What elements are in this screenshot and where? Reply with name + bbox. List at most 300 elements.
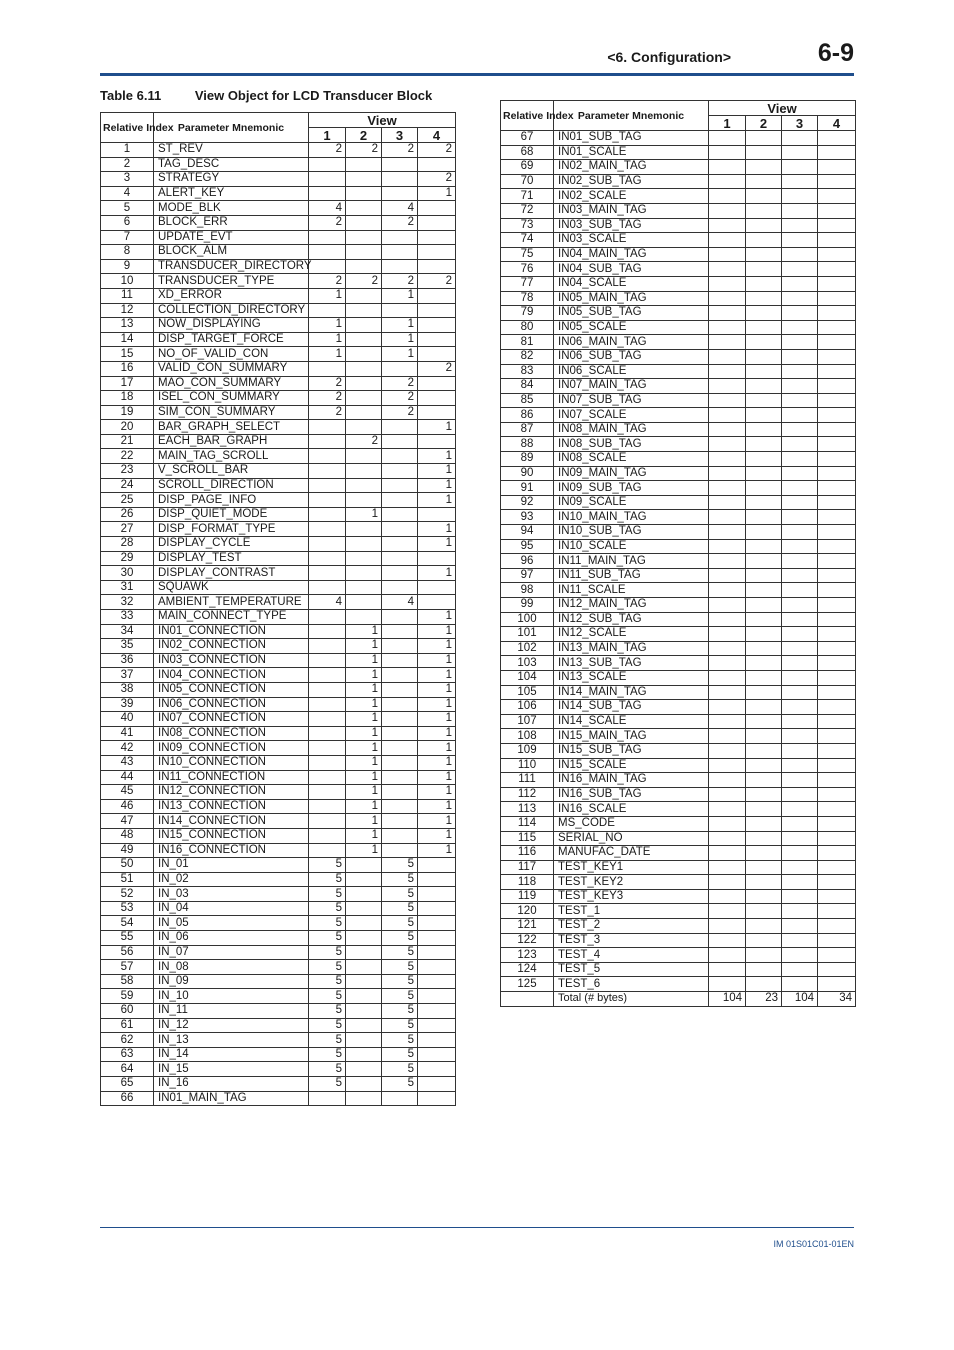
document-id: IM 01S01C01-01EN (773, 1239, 854, 1249)
view-2-cell: 1 (346, 770, 382, 785)
view-2-cell (746, 598, 782, 613)
view-4-cell (818, 306, 856, 321)
view-4-cell (818, 437, 856, 452)
view-1-cell (709, 598, 746, 613)
relative-index-cell: 21 (101, 434, 154, 449)
mnemonic-cell: ISEL_CON_SUMMARY (154, 391, 309, 406)
view-2-cell (346, 420, 382, 435)
table-row (501, 306, 856, 321)
view-3-cell: 2 (382, 376, 418, 391)
table-row (101, 901, 456, 916)
view-2-cell (746, 393, 782, 408)
mnemonic-cell: ALERT_KEY (154, 186, 309, 201)
mnemonic-cell: IN_14 (154, 1047, 309, 1062)
table-row (501, 948, 856, 963)
view-1-cell (709, 583, 746, 598)
view-2-cell (346, 288, 382, 303)
relative-index-cell: 72 (501, 203, 554, 218)
view-4-cell (418, 288, 456, 303)
view-4-cell (418, 974, 456, 989)
view-1-cell (709, 160, 746, 175)
view-2-cell: 2 (346, 274, 382, 289)
view-3-cell: 5 (382, 989, 418, 1004)
view-1-cell (709, 189, 746, 204)
view-4-cell (818, 452, 856, 467)
view-3-cell: 5 (382, 1062, 418, 1077)
view-1-cell (709, 335, 746, 350)
view-4-cell (418, 1033, 456, 1048)
view-4-cell (818, 364, 856, 379)
header-view-2: 2 (746, 116, 782, 131)
mnemonic-cell: DISP_TARGET_FORCE (154, 332, 309, 347)
view-3-cell (782, 773, 818, 788)
view-4-cell (818, 568, 856, 583)
view-3-cell (782, 174, 818, 189)
view-2-cell (346, 157, 382, 172)
table-row (501, 670, 856, 685)
view-3-cell (782, 452, 818, 467)
relative-index-cell: 49 (101, 843, 154, 858)
view-2-cell (746, 510, 782, 525)
table-row (101, 332, 456, 347)
relative-index-cell: 42 (101, 741, 154, 756)
table-row (101, 697, 456, 712)
view-3-cell (382, 712, 418, 727)
view-1-cell: 5 (309, 872, 346, 887)
view-3-cell (782, 729, 818, 744)
view-4-cell: 1 (418, 449, 456, 464)
relative-index-cell: 5 (101, 201, 154, 216)
view-4-cell: 2 (418, 172, 456, 187)
mnemonic-cell: BAR_GRAPH_SELECT (154, 420, 309, 435)
view-4-cell (418, 580, 456, 595)
view-3-cell: 5 (382, 1018, 418, 1033)
relative-index-cell: 125 (501, 977, 554, 992)
relative-index-cell: 102 (501, 641, 554, 656)
relative-index-cell: 117 (501, 860, 554, 875)
view-3-cell (782, 904, 818, 919)
view-1-cell (709, 962, 746, 977)
view-1-cell (309, 697, 346, 712)
view-4-cell (418, 1062, 456, 1077)
view-1-cell (709, 977, 746, 992)
view-4-cell (418, 1018, 456, 1033)
view-4-cell (818, 276, 856, 291)
view-1-cell: 5 (309, 974, 346, 989)
view-4-cell (418, 303, 456, 318)
view-1-cell (309, 610, 346, 625)
view-3-cell (382, 610, 418, 625)
total-index-cell (501, 992, 554, 1007)
mnemonic-cell: IN09_SCALE (554, 495, 709, 510)
relative-index-cell: 116 (501, 846, 554, 861)
view-3-cell (382, 507, 418, 522)
table-row (501, 525, 856, 540)
view-2-cell (346, 887, 382, 902)
relative-index-cell: 95 (501, 539, 554, 554)
relative-index-cell: 47 (101, 814, 154, 829)
relative-index-cell: 35 (101, 639, 154, 654)
table-row (101, 259, 456, 274)
view-2-cell (746, 189, 782, 204)
view-1-cell (309, 478, 346, 493)
view-2-cell: 1 (346, 653, 382, 668)
view-3-cell (782, 247, 818, 262)
relative-index-cell: 71 (501, 189, 554, 204)
view-3-cell (782, 802, 818, 817)
view-2-cell (346, 493, 382, 508)
view-1-cell (309, 785, 346, 800)
view-3-cell (782, 379, 818, 394)
mnemonic-cell: IN11_SCALE (554, 583, 709, 598)
view-3-cell (782, 189, 818, 204)
mnemonic-cell: IN10_SUB_TAG (554, 525, 709, 540)
mnemonic-cell: IN03_SCALE (554, 233, 709, 248)
view-1-cell (709, 349, 746, 364)
mnemonic-cell: MAIN_TAG_SCROLL (154, 449, 309, 464)
table-row (101, 186, 456, 201)
mnemonic-cell: IN_13 (154, 1033, 309, 1048)
table-row (501, 583, 856, 598)
relative-index-cell: 4 (101, 186, 154, 201)
view-1-cell (709, 846, 746, 861)
table-row (101, 507, 456, 522)
view-2-cell (346, 1018, 382, 1033)
view-4-cell (418, 215, 456, 230)
mnemonic-cell: MAO_CON_SUMMARY (154, 376, 309, 391)
view-2-cell: 1 (346, 624, 382, 639)
view-3-cell (782, 758, 818, 773)
view-3-cell (782, 525, 818, 540)
view-1-cell (309, 741, 346, 756)
mnemonic-cell: SQUAWK (154, 580, 309, 595)
view-3-cell (782, 627, 818, 642)
view-4-cell (818, 787, 856, 802)
relative-index-cell: 92 (501, 495, 554, 510)
view-4-cell (818, 145, 856, 160)
view-1-cell (309, 843, 346, 858)
view-4-cell (818, 846, 856, 861)
mnemonic-cell: IN15_SUB_TAG (554, 743, 709, 758)
view-4-cell (818, 262, 856, 277)
mnemonic-cell: IN_04 (154, 901, 309, 916)
relative-index-cell: 70 (501, 174, 554, 189)
relative-index-cell: 50 (101, 858, 154, 873)
view-2-cell (346, 872, 382, 887)
view-4-cell (418, 887, 456, 902)
view-4-cell (818, 773, 856, 788)
table-row (101, 522, 456, 537)
view-2-cell (746, 364, 782, 379)
view-2-cell (746, 641, 782, 656)
relative-index-cell: 40 (101, 712, 154, 727)
header-rule (100, 73, 854, 76)
right-table-body (501, 131, 856, 992)
view-2-cell (346, 1004, 382, 1019)
view-1-cell: 5 (309, 1062, 346, 1077)
view-3-cell: 1 (382, 332, 418, 347)
mnemonic-cell: IN_06 (154, 931, 309, 946)
table-row (101, 1004, 456, 1019)
relative-index-cell: 1 (101, 143, 154, 158)
table-row (101, 974, 456, 989)
table-row (501, 393, 856, 408)
view-1-cell (709, 627, 746, 642)
mnemonic-cell: IN07_SCALE (554, 408, 709, 423)
view-2-cell (746, 685, 782, 700)
table-row (101, 478, 456, 493)
relative-index-cell: 91 (501, 481, 554, 496)
relative-index-cell: 51 (101, 872, 154, 887)
view-2-cell: 1 (346, 799, 382, 814)
view-1-cell (309, 230, 346, 245)
relative-index-cell: 19 (101, 405, 154, 420)
view-4-cell (418, 551, 456, 566)
table-row (501, 889, 856, 904)
view-4-cell: 1 (418, 755, 456, 770)
table-row (501, 422, 856, 437)
view-4-cell: 1 (418, 814, 456, 829)
view-3-cell (782, 364, 818, 379)
view-1-cell (309, 493, 346, 508)
view-2-cell (746, 174, 782, 189)
table-row (501, 933, 856, 948)
view-4-cell (818, 962, 856, 977)
relative-index-cell: 8 (101, 245, 154, 260)
view-3-cell (782, 554, 818, 569)
view-1-cell (709, 131, 746, 146)
view-2-cell (746, 714, 782, 729)
table-row (101, 230, 456, 245)
view-4-cell: 1 (418, 537, 456, 552)
view-4-cell (818, 495, 856, 510)
table-row (101, 785, 456, 800)
mnemonic-cell: IN16_MAIN_TAG (554, 773, 709, 788)
relative-index-cell: 78 (501, 291, 554, 306)
relative-index-cell: 84 (501, 379, 554, 394)
view-2-cell: 1 (346, 814, 382, 829)
table-row (501, 452, 856, 467)
view-4-cell (818, 598, 856, 613)
relative-index-cell: 59 (101, 989, 154, 1004)
view-4-cell (418, 858, 456, 873)
view-4-cell: 1 (418, 464, 456, 479)
view-3-cell (382, 449, 418, 464)
view-3-cell (382, 682, 418, 697)
table-row (501, 962, 856, 977)
table-row (501, 714, 856, 729)
view-2-cell (746, 291, 782, 306)
view-2-cell (746, 145, 782, 160)
mnemonic-cell: IN01_SCALE (554, 145, 709, 160)
view-2-cell: 1 (346, 785, 382, 800)
mnemonic-cell: NO_OF_VALID_CON (154, 347, 309, 362)
view-1-cell (709, 670, 746, 685)
view-3-cell (382, 828, 418, 843)
view-1-cell: 2 (309, 143, 346, 158)
relative-index-cell: 105 (501, 685, 554, 700)
mnemonic-cell: IN08_SUB_TAG (554, 437, 709, 452)
view-3-cell (382, 668, 418, 683)
view-3-cell (782, 685, 818, 700)
mnemonic-cell: IN02_CONNECTION (154, 639, 309, 654)
view-3-cell (782, 816, 818, 831)
table-row (101, 726, 456, 741)
table-row (101, 464, 456, 479)
mnemonic-cell: IN15_CONNECTION (154, 828, 309, 843)
view-1-cell (309, 464, 346, 479)
table-row (101, 945, 456, 960)
view-4-cell (418, 434, 456, 449)
header-parameter-mnemonic: Parameter Mnemonic (154, 113, 309, 143)
relative-index-cell: 22 (101, 449, 154, 464)
view-3-cell (382, 245, 418, 260)
view-2-cell (746, 962, 782, 977)
table-row (101, 624, 456, 639)
view-1-cell (309, 653, 346, 668)
view-4-cell (418, 872, 456, 887)
view-3-cell (782, 948, 818, 963)
view-2-cell (346, 610, 382, 625)
view-1-cell (709, 729, 746, 744)
view-2-cell (746, 525, 782, 540)
relative-index-cell: 10 (101, 274, 154, 289)
relative-index-cell: 99 (501, 598, 554, 613)
table-row (101, 245, 456, 260)
view-1-cell: 1 (309, 347, 346, 362)
relative-index-cell: 63 (101, 1047, 154, 1062)
relative-index-cell: 23 (101, 464, 154, 479)
relative-index-cell: 41 (101, 726, 154, 741)
view-2-cell: 2 (346, 434, 382, 449)
view-3-cell (782, 276, 818, 291)
view-3-cell (782, 218, 818, 233)
table-row (101, 872, 456, 887)
view-2-cell (746, 831, 782, 846)
view-2-cell (346, 945, 382, 960)
view-2-cell (746, 729, 782, 744)
relative-index-cell: 119 (501, 889, 554, 904)
view-4-cell (418, 376, 456, 391)
mnemonic-cell: IN01_MAIN_TAG (154, 1091, 309, 1106)
view-1-cell (309, 712, 346, 727)
table-row (101, 843, 456, 858)
table-row (501, 408, 856, 423)
view-2-cell (346, 347, 382, 362)
view-3-cell (782, 349, 818, 364)
view-3-cell (382, 799, 418, 814)
table-row (501, 729, 856, 744)
table-row (501, 656, 856, 671)
view-4-cell: 1 (418, 624, 456, 639)
view-1-cell (709, 641, 746, 656)
view-4-cell (818, 875, 856, 890)
view-3-cell: 1 (382, 318, 418, 333)
view-1-cell (709, 919, 746, 934)
table-row (101, 814, 456, 829)
view-3-cell (382, 361, 418, 376)
relative-index-cell: 53 (101, 901, 154, 916)
relative-index-cell: 46 (101, 799, 154, 814)
table-row (101, 434, 456, 449)
view-3-cell (782, 700, 818, 715)
table-row (501, 174, 856, 189)
table-row (101, 770, 456, 785)
relative-index-cell: 118 (501, 875, 554, 890)
view-4-cell (818, 670, 856, 685)
view-3-cell (782, 831, 818, 846)
mnemonic-cell: IN12_SUB_TAG (554, 612, 709, 627)
view-1-cell (709, 539, 746, 554)
mnemonic-cell: IN06_SUB_TAG (554, 349, 709, 364)
table-row (101, 449, 456, 464)
view-1-cell (309, 551, 346, 566)
view-4-cell (418, 1047, 456, 1062)
view-2-cell: 1 (346, 741, 382, 756)
view-3-cell (782, 262, 818, 277)
view-2-cell (346, 1033, 382, 1048)
relative-index-cell: 80 (501, 320, 554, 335)
relative-index-cell: 18 (101, 391, 154, 406)
table-row (101, 755, 456, 770)
view-3-cell: 2 (382, 143, 418, 158)
table-row (101, 1091, 456, 1106)
view-2-cell (746, 539, 782, 554)
view-1-cell (709, 452, 746, 467)
view-3-cell: 5 (382, 1004, 418, 1019)
relative-index-cell: 65 (101, 1077, 154, 1092)
mnemonic-cell: IN03_SUB_TAG (554, 218, 709, 233)
view-1-cell: 5 (309, 1004, 346, 1019)
mnemonic-cell: IN09_MAIN_TAG (554, 466, 709, 481)
view-4-cell: 1 (418, 566, 456, 581)
relative-index-cell: 66 (101, 1091, 154, 1106)
view-4-cell (418, 1077, 456, 1092)
view-2-cell: 1 (346, 712, 382, 727)
mnemonic-cell: IN07_MAIN_TAG (554, 379, 709, 394)
view-2-cell (746, 452, 782, 467)
mnemonic-cell: IN06_MAIN_TAG (554, 335, 709, 350)
view-1-cell (709, 773, 746, 788)
view-4-cell (818, 583, 856, 598)
view-2-cell (746, 218, 782, 233)
view-2-cell: 1 (346, 755, 382, 770)
relative-index-cell: 12 (101, 303, 154, 318)
relative-index-cell: 62 (101, 1033, 154, 1048)
relative-index-cell: 24 (101, 478, 154, 493)
view-1-cell: 5 (309, 1018, 346, 1033)
relative-index-cell: 83 (501, 364, 554, 379)
view-1-cell: 5 (309, 901, 346, 916)
view-2-cell (346, 464, 382, 479)
table-row (501, 145, 856, 160)
table-row (501, 568, 856, 583)
mnemonic-cell: IN03_MAIN_TAG (554, 203, 709, 218)
view-3-cell (782, 306, 818, 321)
header-view-3: 3 (782, 116, 818, 131)
mnemonic-cell: IN12_MAIN_TAG (554, 598, 709, 613)
view-2-cell (346, 215, 382, 230)
view-3-cell (782, 160, 818, 175)
view-1-cell (709, 364, 746, 379)
table-row (501, 466, 856, 481)
relative-index-cell: 82 (501, 349, 554, 364)
mnemonic-cell: TEST_1 (554, 904, 709, 919)
view-4-cell: 1 (418, 668, 456, 683)
view-2-cell (346, 1077, 382, 1092)
relative-index-cell: 9 (101, 259, 154, 274)
mnemonic-cell: IN09_SUB_TAG (554, 481, 709, 496)
